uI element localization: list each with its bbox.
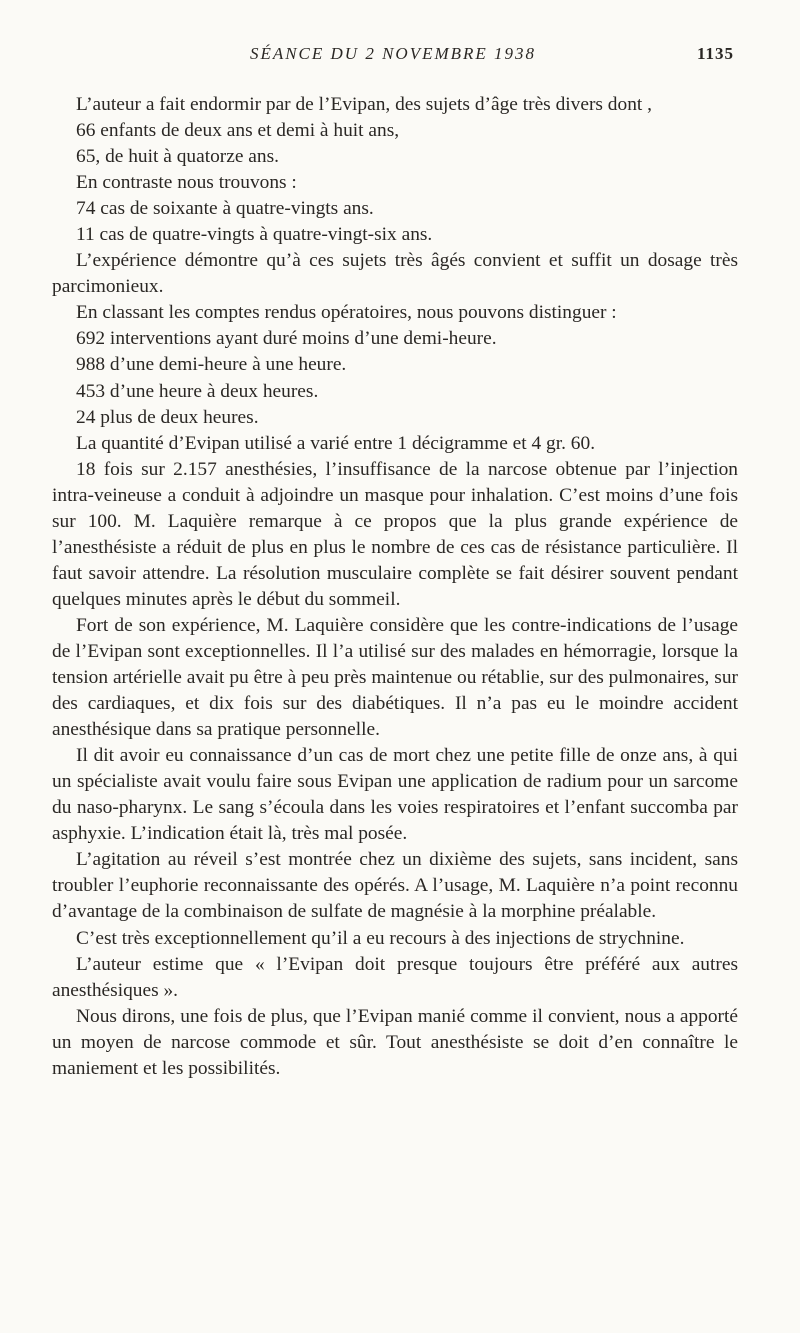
- paragraph: En contraste nous trouvons :: [76, 172, 297, 194]
- paragraph: Fort de son expérience, M. Laquière considère que les contre-indications de l’usage de l’Evipan sont exceptionnelles. Il l’a utilisé sur des malades en hémorragie, lorsque la tension artérielle avait pu être à peu près maintenue ou rétablie, sur des pulmonaires, sur des cardiaques, et dix fois sur des diabétiques. Il n’a pas eu le moindre accident anesthésique dans sa pratique personnelle.: [52, 614, 738, 741]
- paragraph: Nous dirons, une fois de plus, que l’Evipan manié comme il convient, nous a apporté un moyen de narcose commode et sûr. Tout anesthésiste se doit d’en connaître le maniement et les possibilités.: [52, 1005, 738, 1079]
- paragraph: 18 fois sur 2.157 anesthésies, l’insuffisance de la narcose obtenue par l’injection intra-veineuse a conduit à adjoindre un masque pour inhalation. C’est moins d’une fois sur 100. M. Laquière remarque à ce propos que la plus grande expérience de l’anesthésiste a réduit de plus en plus le nombre de ces cas de résistance particulière. Il faut savoir attendre. La résolution musculaire complète se fait désirer souvent pendant quelques minutes après le début du sommeil.: [52, 458, 738, 610]
- paragraph: 74 cas de soixante à quatre-vingts ans.: [76, 198, 374, 220]
- paragraph: 66 enfants de deux ans et demi à huit ans,: [76, 120, 400, 142]
- running-title: SÉANCE DU 2 NOVEMBRE 1938: [249, 44, 537, 63]
- paragraph: L’auteur a fait endormir par de l’Evipan, des sujets d’âge très divers dont ,: [76, 94, 652, 115]
- paragraph: 24 plus de deux heures.: [76, 406, 259, 428]
- paragraph: L’agitation au réveil s’est montrée chez un dixième des sujets, sans incident, sans troubler l’euphorie reconnaissante des opérés. A l’usage, M. Laquière n’a point reconnu d’avantage de la combinaison de sulfate de magnésie à la morphine préalable.: [52, 849, 738, 923]
- paragraph: Il dit avoir eu connaissance d’un cas de mort chez une petite fille de onze ans, à qui un spécialiste avait voulu faire sous Evipan une application de radium pour un sarcome du naso-pharynx. Le sang s’écoula dans les voies respiratoires et l’enfant succomba par asphyxie. L’indication était là, très mal posée.: [52, 745, 738, 845]
- running-header: [52, 44, 734, 70]
- paragraph: C’est très exceptionnellement qu’il a eu recours à des injections de strychnine.: [76, 927, 685, 949]
- paragraph: 988 d’une demi-heure à une heure.: [76, 354, 347, 376]
- paragraph: 692 interventions ayant duré moins d’une demi-heure.: [76, 328, 497, 350]
- paragraph: 453 d’une heure à deux heures.: [76, 380, 319, 402]
- paragraph: 65, de huit à quatorze ans.: [76, 146, 279, 168]
- body-text: [52, 92, 738, 1082]
- paragraph: 11 cas de quatre-vingts à quatre-vingt-six ans.: [76, 224, 433, 246]
- paragraph: La quantité d’Evipan utilisé a varié entre 1 décigramme et 4 gr. 60.: [76, 432, 596, 454]
- paragraph: L’auteur estime que « l’Evipan doit presque toujours être préféré aux autres anesthésiques ».: [52, 953, 738, 1001]
- page-number: 1135: [696, 44, 734, 63]
- paragraph: En classant les comptes rendus opératoires, nous pouvons distinguer :: [76, 302, 617, 324]
- paragraph: L’expérience démontre qu’à ces sujets très âgés convient et suffit un dosage très parcimonieux.: [52, 250, 738, 298]
